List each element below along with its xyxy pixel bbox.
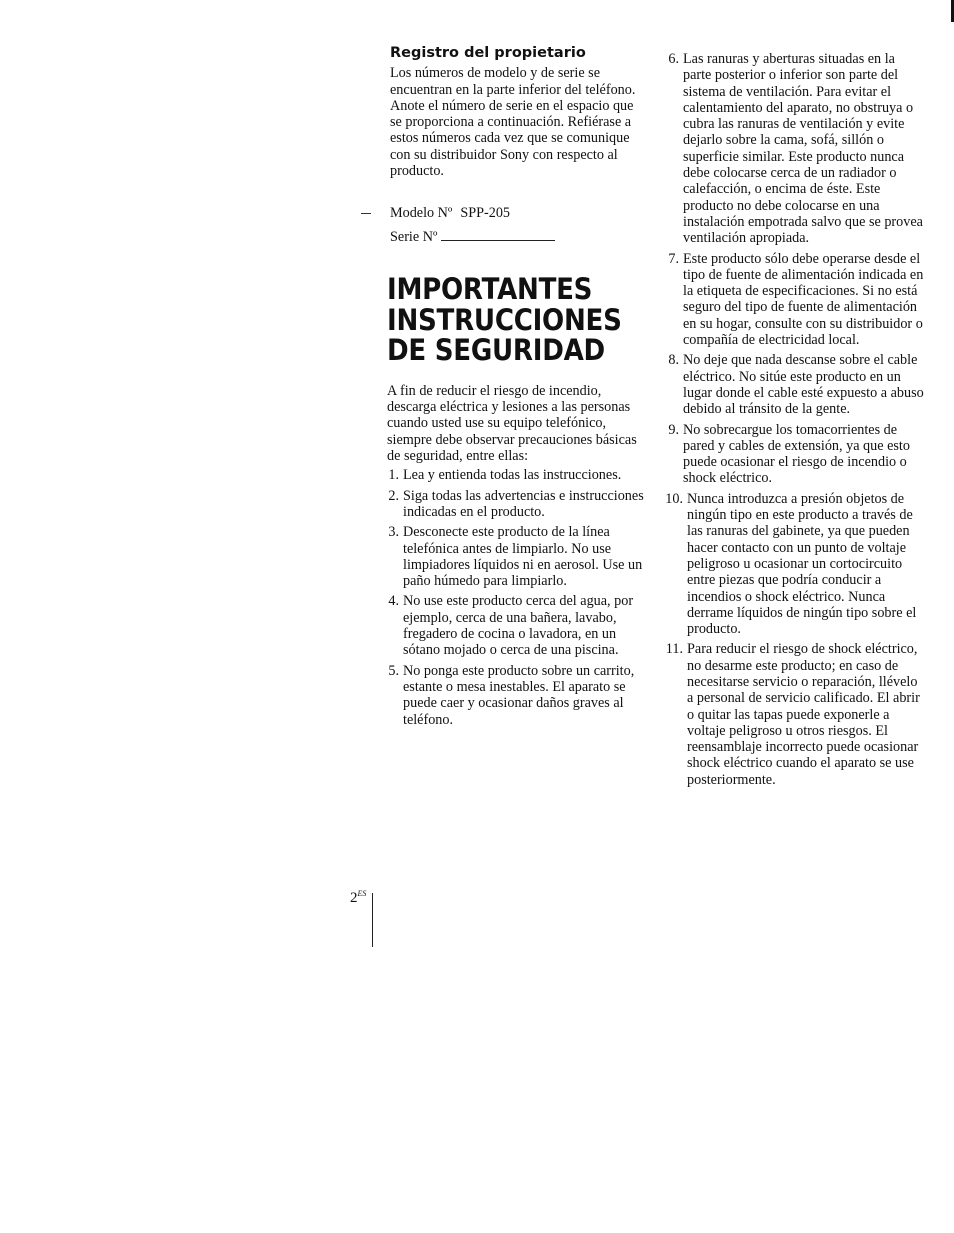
safety-intro: A fin de reducir el riesgo de incendio, descarga eléctrica y lesiones a las personas cuando usted use su equipo telefónico, siempre debe observar precauciones básicas de seguridad, entre ellas:: [387, 382, 637, 465]
page-number-value: 2: [350, 890, 358, 906]
instruction-text: Nunca introduzca a presión objetos de ningún tipo en este producto a través de las ranuras del gabinete, ya que pueden hacer contacto con un punto de voltaje peligroso u ocasionar un cortocircuito entre piezas que podría conducir a incendios o shock eléctrico. Nunca derrame líquidos de ningún tipo sobre el producto.: [687, 490, 917, 638]
instruction-number: 2.: [388, 487, 399, 504]
instruction-item: [665, 641, 925, 788]
instruction-text: No deje que nada descanse sobre el cable eléctrico. No sitúe este producto en un lugar donde el cable esté expuesto a abuso debido al tránsito de la gente.: [683, 352, 924, 418]
instruction-text: No sobrecargue los tomacorrientes de pared y cables de extensión, ya que esto puede ocasionar el riesgo de incendio o shock eléctrico.: [683, 421, 910, 487]
serie-blank-line: [441, 227, 555, 241]
margin-mark: [361, 213, 371, 214]
instruction-item: [387, 663, 645, 728]
serie-label: Serie Nº: [390, 229, 438, 246]
registro-fields: [390, 205, 645, 249]
title-line-1: IMPORTANTES: [387, 272, 593, 307]
title-line-2: INSTRUCCIONES: [387, 302, 622, 337]
instruction-text: No ponga este producto sobre un carrito, estante o mesa inestables. El aparato se puede caer y ocasionar daños graves al teléfono.: [403, 662, 635, 728]
modelo-value: SPP-205: [460, 205, 511, 222]
instruction-text: Siga todas las advertencias e instrucciones indicadas en el producto.: [403, 487, 644, 520]
page-language-suffix: ES: [357, 889, 367, 898]
instruction-list-right: [665, 51, 925, 788]
instruction-item: [665, 352, 925, 417]
instruction-item: [665, 251, 925, 349]
instruction-text: Las ranuras y aberturas situadas en la parte posterior o inferior son parte del sistema de ventilación. Para evitar el calentamiento del aparato, no obstruya o cubra las ranuras de ventilación y evite dejarlo sobre la cama, sofá, sillón o superficie similar. Este producto nunca debe colocarse cerca de un radiador o calefacción, o encima de éste. Este producto no debe colocarse en una instalación empotrada salvo que se provea ventilación apropiada.: [683, 51, 923, 247]
instruction-list-left: [387, 467, 645, 727]
instruction-text: Lea y entienda todas las instrucciones.: [403, 467, 622, 484]
modelo-field: [390, 205, 645, 227]
instruction-item: [387, 524, 645, 589]
instruction-number: 11.: [665, 641, 683, 658]
instruction-item: [665, 51, 925, 247]
instruction-number: 8.: [668, 352, 679, 369]
modelo-label: Modelo Nº: [390, 205, 453, 222]
instruction-item: [665, 491, 925, 638]
instruction-number: 9.: [668, 421, 679, 438]
safety-title: [387, 272, 622, 368]
instruction-number: 6.: [668, 51, 679, 67]
instruction-item: [665, 422, 925, 487]
left-column: [387, 45, 645, 732]
instruction-number: 5.: [388, 662, 399, 679]
instruction-item: [387, 488, 645, 521]
instruction-number: 10.: [665, 490, 683, 507]
registro-heading: Registro del propietario: [390, 45, 586, 61]
instruction-number: 4.: [388, 593, 399, 610]
title-line-3: DE SEGURIDAD: [387, 333, 605, 368]
instruction-text: Para reducir el riesgo de shock eléctrico, no desarme este producto; en caso de necesitarse servicio o reparación, llévelo a personal de servicio calificado. El abrir o quitar las tapas puede exponerle a voltaje peligroso u otros riesgos. El reensamblaje incorrecto puede ocasionar shock eléctrico cuando el aparato se use posteriormente.: [687, 641, 920, 788]
right-column: [665, 51, 925, 792]
folio-rule: [372, 893, 373, 947]
instruction-text: Desconecte este producto de la línea telefónica antes de limpiarlo. No use limpiadores líquidos ni en aerosol. Use un paño húmedo para limpiarlo.: [403, 524, 643, 590]
serie-field: [390, 227, 645, 249]
instruction-number: 3.: [388, 524, 399, 541]
page-number: [350, 889, 366, 907]
registro-text: Los números de modelo y de serie se encuentran en la parte inferior del teléfono. Anote el número de serie en el espacio que se proporciona a continuación. Refiérase a estos números cada vez que se comunique con su distribuidor Sony con respecto al producto.: [390, 65, 636, 180]
instruction-number: 1.: [388, 467, 399, 484]
instruction-text: No use este producto cerca del agua, por ejemplo, cerca de una bañera, lavabo, fregadero de cocina o lavadora, en un sótano mojado o cerca de una piscina.: [403, 593, 634, 659]
instruction-number: 7.: [668, 250, 679, 267]
instruction-text: Este producto sólo debe operarse desde el tipo de fuente de alimentación indicada en la etiqueta de especificaciones. Si no está seguro del tipo de fuente de alimentación en su hogar, consulte con su distribuidor o compañía de electricidad local.: [683, 250, 924, 349]
instruction-item: [387, 593, 645, 658]
instruction-item: [387, 467, 645, 483]
